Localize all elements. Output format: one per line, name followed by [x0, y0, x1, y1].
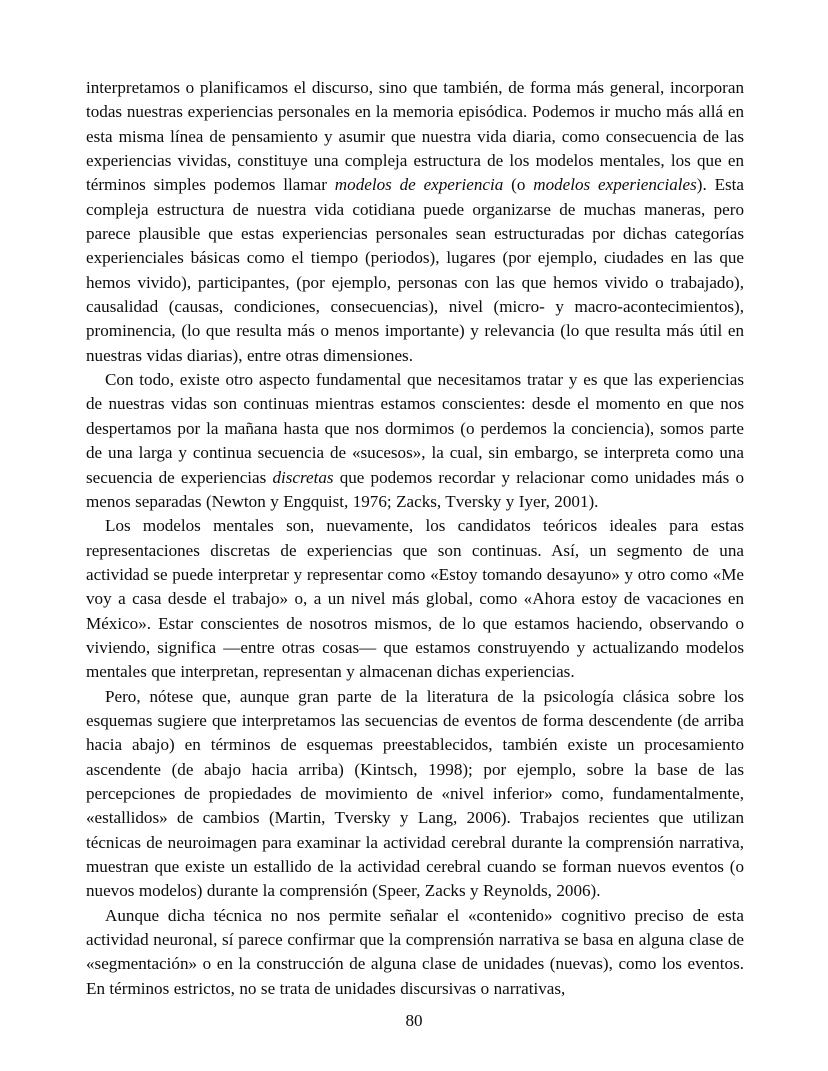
body-text: Con todo, existe otro aspecto fundamental que necesitamos tratar y es que las experiencias de nuestras vidas son continuas mientras estamos conscientes: desde el momento en que nos despertamos por la mañana hasta que nos dormimos (o perdemos la conciencia), somos parte de una larga y continua secuencia de «sucesos», la cual, sin embargo, se interpreta como una secuencia de experiencias	[86, 370, 744, 487]
body-text: Pero, nótese que, aunque gran parte de la literatura de la psicología clásica sobre los esquemas sugiere que interpretamos las secuencias de eventos de forma descendente (de arriba hacia abajo) en términos de esquemas preestablecidos, también existe un procesamiento ascendente (de abajo hacia arriba) (Kintsch, 1998); por ejemplo, sobre la base de las percepciones de propiedades de movimiento de «nivel inferior» como, fundamentalmente, «estallidos» de cambios (Martin, Tversky y Lang, 2006). Trabajos recientes que utilizan técnicas de neuroimagen para examinar la actividad cerebral durante la comprensión narrativa, muestran que existe un estallido de la actividad cerebral cuando se forman nuevos eventos (o nuevos modelos) durante la comprensión (Speer, Zacks y Reynolds, 2006).	[86, 686, 744, 901]
emphasis-text: modelos de experiencia	[334, 175, 504, 195]
paragraph	[86, 76, 744, 368]
body-text: Los modelos mentales son, nuevamente, los candidatos teóricos ideales para estas representaciones discretas de experiencias que son continuas. Así, un segmento de una actividad se puede interpretar y representar como «Estoy tomando desayuno» y otro como «Me voy a casa desde el trabajo» o, a un nivel más global, como «Ahora estoy de vacaciones en México». Estar conscientes de nosotros mismos, de lo que estamos haciendo, observando o viviendo, significa —entre otras cosas— que estamos construyendo y actualizando modelos mentales que interpretan, representan y almacenan dichas experiencias.	[86, 516, 744, 682]
body-text: (o	[503, 175, 534, 195]
emphasis-text: discretas	[272, 467, 334, 487]
body-text: interpretamos o planificamos el discurso, sino que también, de forma más general, incorporan todas nuestras experiencias personales en la memoria episódica. Podemos ir mucho más allá en esta misma línea de pensamiento y asumir que nuestra vida diaria, como consecuencia de las experiencias vividas, constituye una compleja estructura de los modelos mentales, los que en términos simples podemos llamar	[86, 78, 744, 195]
paragraph	[86, 904, 744, 1001]
body-text: Aunque dicha técnica no nos permite señalar el «contenido» cognitivo preciso de esta actividad neuronal, sí parece confirmar que la comprensión narrativa se basa en alguna clase de «segmentación» o en la construcción de alguna clase de unidades (nuevas), como los eventos. En términos estrictos, no se trata de unidades discursivas o narrativas,	[86, 905, 744, 998]
page-number: 80	[405, 1011, 423, 1030]
paragraph	[86, 368, 744, 514]
paragraph	[86, 514, 744, 684]
paragraph	[86, 685, 744, 904]
body-text-column	[86, 76, 744, 1001]
body-text: que podemos recordar y relacionar como unidades más o menos separadas (Newton y Engquist, 1976; Zacks, Tversky y Iyer, 2001).	[86, 467, 744, 511]
body-text: ). Esta compleja estructura de nuestra vida cotidiana puede organizarse de muchas maneras, pero parece plausible que estas experiencias personales sean estructuradas por dichas categorías experienciales básicas como el tiempo (periodos), lugares (por ejemplo, ciudades en las que hemos vivido), participantes, (por ejemplo, personas con las que hemos vivido o trabajado), causalidad (causas, condiciones, consecuencias), nivel (micro- y macro-acontecimientos), prominencia, (lo que resulta más o menos importante) y relevancia (lo que resulta más útil en nuestras vidas diarias), entre otras dimensiones.	[86, 175, 744, 365]
emphasis-text: modelos experienciales	[533, 175, 697, 195]
